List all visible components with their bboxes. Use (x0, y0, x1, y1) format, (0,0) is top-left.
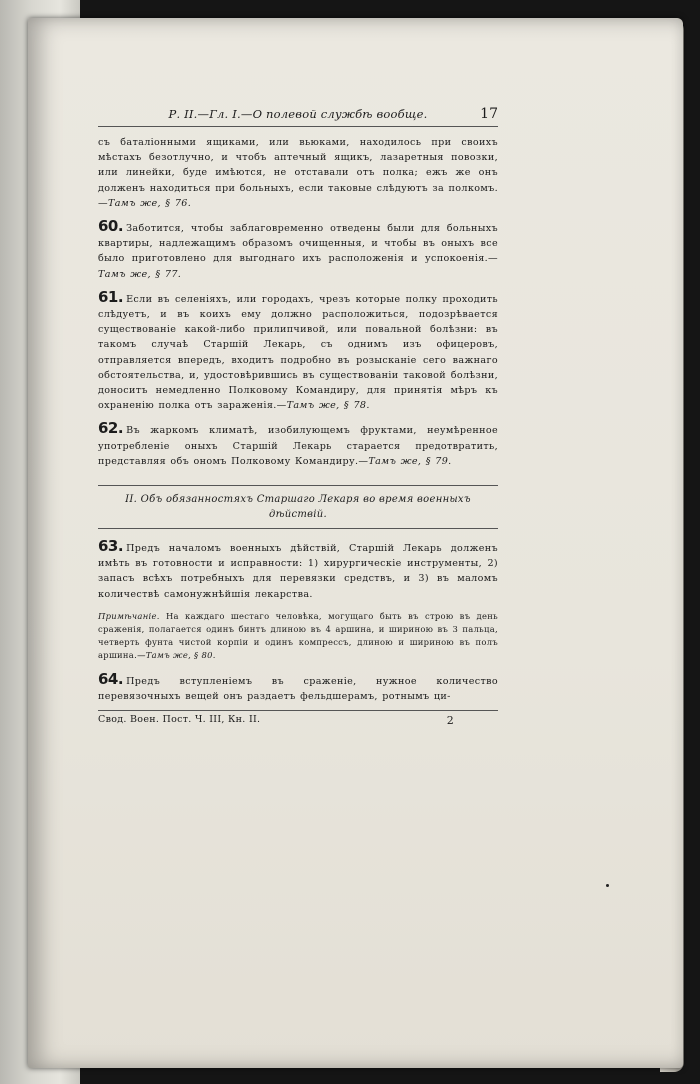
paragraph-61: 61. Если въ селеніяхъ, или городахъ, чрезъ которые полку проходить слѣдуетъ, и въ коихъ ему должно расположиться, подозрѣвается существованіе какой-либо прилипчивой, или повальной болѣзни: въ такомъ случаѣ Старшій Лекарь, съ однимъ изъ офицеровъ, отправляется впередъ, входитъ подробно въ розысканіе сего важнаго обстоятельства, и, удостовѣрившись въ существованіи таковой болѣзни, доноситъ немедленно Полковому Командиру, для принятія мѣръ къ охраненію полка отъ зараженія.—Тамъ же, § 78. (98, 287, 498, 412)
paragraph-62: 62. Въ жаркомъ климатѣ, изобилующемъ фруктами, неумѣренное употребленіе оныхъ Старшій Лекарь старается предотвратить, представляя объ ономъ Полковому Командиру.—Тамъ же, § 79. (98, 419, 498, 467)
paragraph-number: 64. (98, 669, 124, 688)
paragraph-number: 60. (98, 217, 124, 236)
paragraph-continuation: съ баталіонными ящиками, или вьюками, находилось при своихъ мѣстахъ безотлучно, и чтобъ аптечный ящикъ, лазаретныя повозки, или линейки, буде имѣются, не отставали отъ полка; ежъ же онъ долженъ находиться при больныхъ, если таковые слѣдуютъ за полкомъ.—Тамъ же, § 76. (98, 137, 498, 209)
book-page (28, 18, 683, 1068)
paragraph-number: 62. (98, 419, 124, 438)
page-footer (98, 710, 498, 727)
ink-speck (606, 884, 609, 887)
page-number: 17 (480, 106, 498, 122)
note: Примѣчаніе. На каждаго шестаго человѣка, могущаго быть въ строю въ день сраженія, полагается одинъ бинтъ длиною въ 4 аршина, и шириною въ 3 пальца, четверть фунта чистой корпіи и одинъ компрессъ, длиною и шириною въ полъ аршина.—Тамъ же, § 80. (98, 610, 498, 660)
running-head-title: Р. II.—Гл. I.—О полевой службѣ вообще. (168, 107, 428, 121)
paragraph-number: 63. (98, 537, 124, 556)
page-content (98, 106, 498, 727)
paragraph-63: 63. Предъ началомъ военныхъ дѣйствій, Старшій Лекарь долженъ имѣть въ готовности и исправности: 1) хирургическіе инструменты, 2) запасъ всѣхъ потребныхъ для перевязки средствъ, и 3) въ маломъ количествѣ самонужнѣйшія лекарства. (98, 537, 498, 600)
signature-mark: 2 (446, 714, 454, 728)
footer-source: Свод. Воен. Пост. Ч. III, Кн. II. (98, 714, 261, 726)
paragraph-64: 64. Предъ вступленіемъ въ сраженіе, нужное количество перевязочныхъ вещей онъ раздаетъ фельдшерамъ, ротнымъ ци- (98, 669, 498, 703)
paragraph-60: 60. Заботится, чтобы заблаговременно отведены были для больныхъ квартиры, надлежащимъ образомъ очищенныя, и чтобы въ оныхъ все было приготовлено для выгоднаго ихъ расположенія и успокоенія.—Тамъ же, § 77. (98, 217, 498, 280)
running-header (98, 106, 498, 127)
section-title: II. Объ обязанностяхъ Старшаго Лекаря во время военныхъ дѣйствій. (125, 494, 471, 521)
section-rule-bottom (98, 528, 498, 529)
note-lead: Примѣчаніе. (98, 610, 160, 621)
paragraph-number: 61. (98, 287, 124, 306)
section-rule-top (98, 485, 498, 486)
